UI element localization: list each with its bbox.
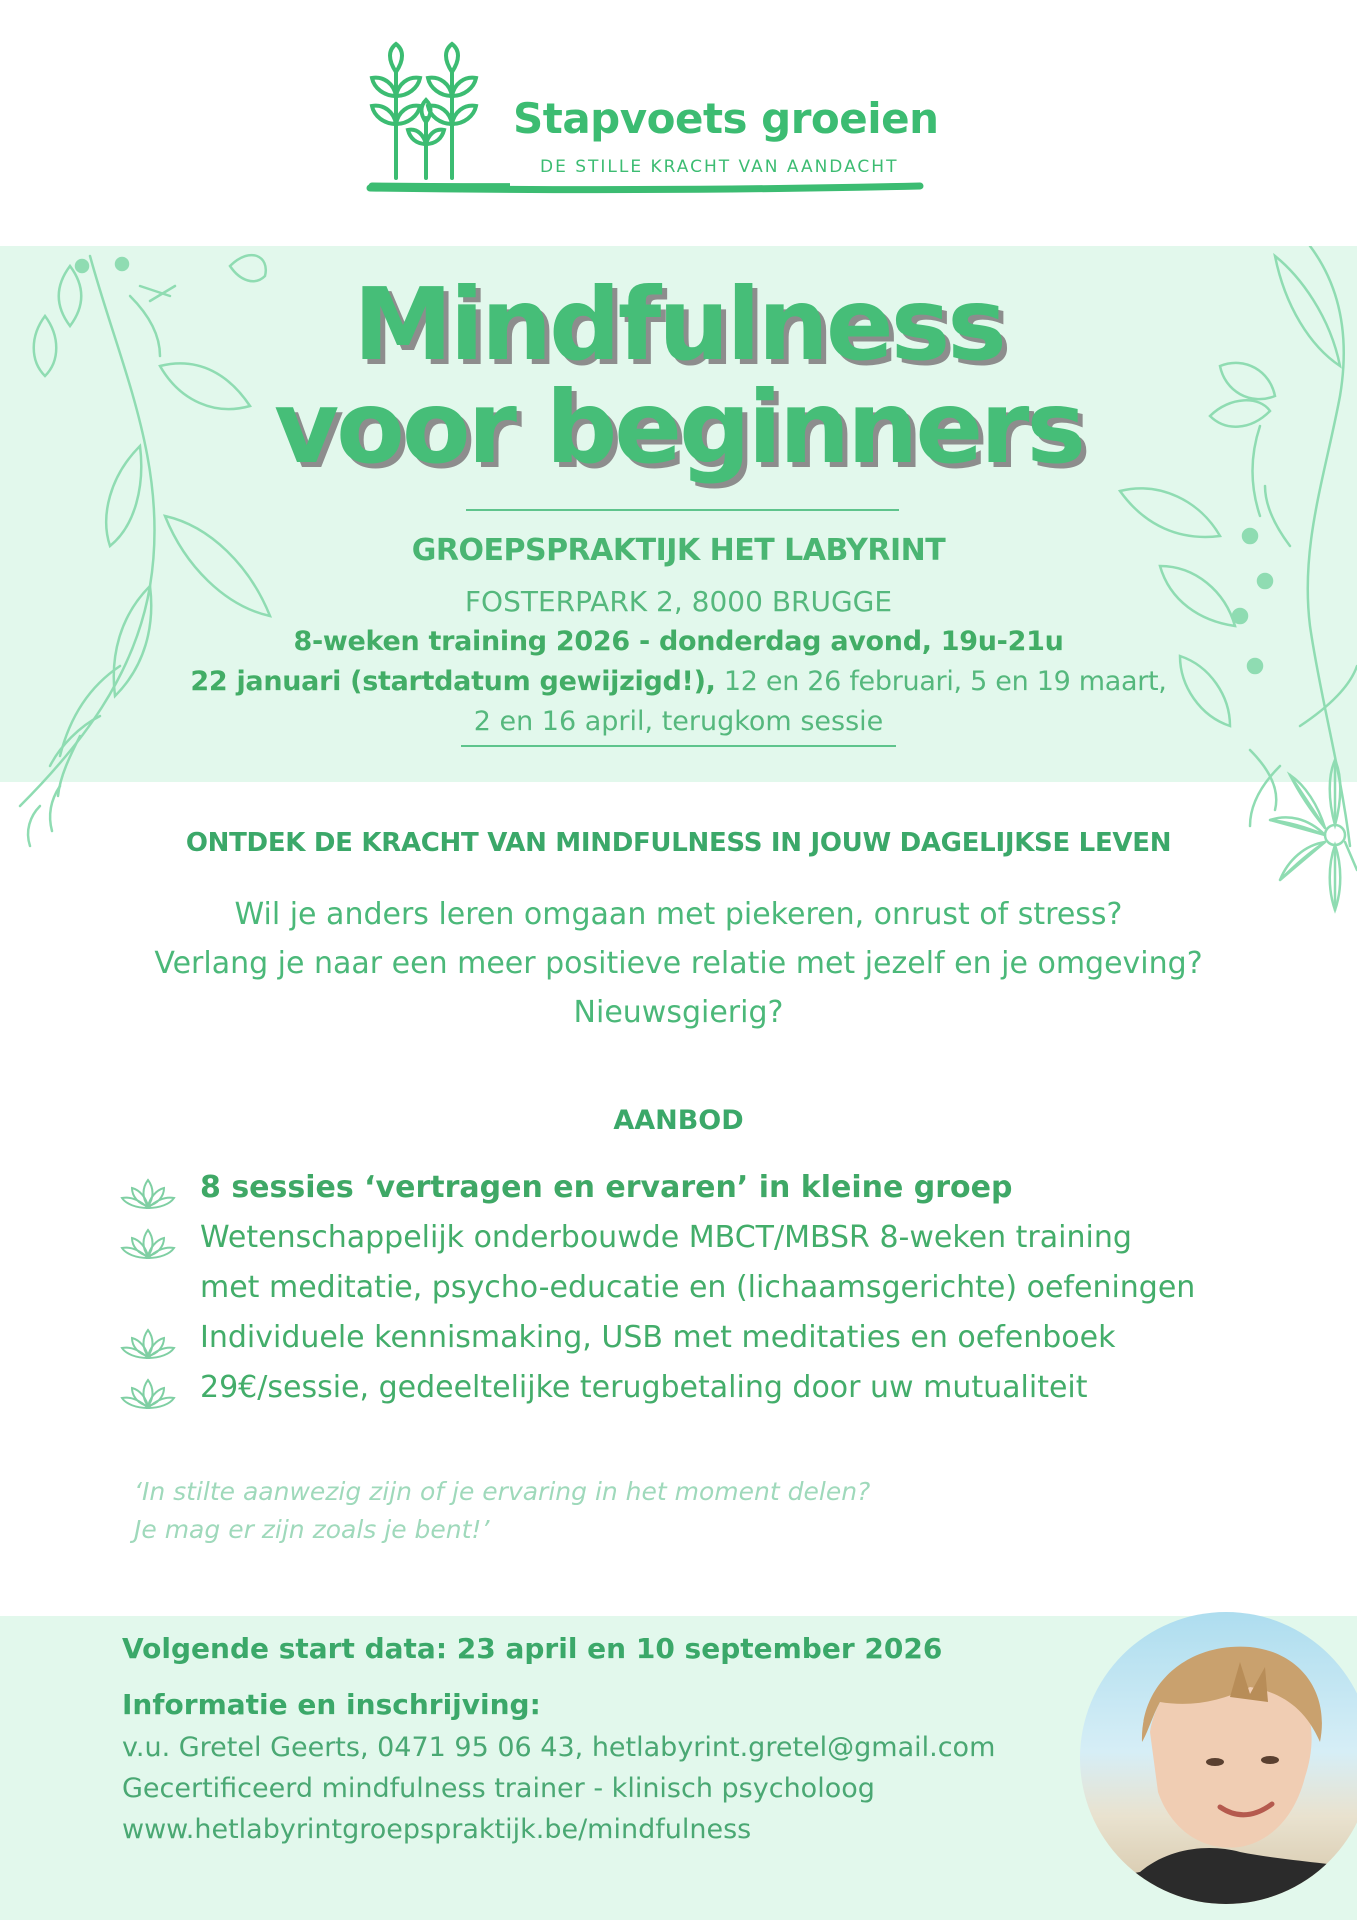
portrait-icon	[1080, 1612, 1357, 1904]
dates-divider	[461, 745, 896, 747]
info-heading: Informatie en inschrijving:	[122, 1688, 541, 1721]
sprouts-logo-icon	[360, 40, 510, 200]
session-dates-rest: 12 en 26 februari, 5 en 19 maart,	[715, 666, 1167, 697]
section-heading-offer: AANBOD	[613, 1105, 744, 1136]
offer-item-text: 8 sessies ‘vertragen en ervaren’ in kleine groep	[200, 1170, 1013, 1205]
offer-item-text: met meditatie, psycho-educatie en (lichaamsgerichte) oefeningen	[200, 1270, 1196, 1305]
address: FOSTERPARK 2, 8000 BRUGGE	[464, 585, 893, 618]
trainer-photo	[1080, 1612, 1357, 1904]
intro-question-2: Verlang je naar een meer positieve relatie met jezelf en je omgeving?	[154, 946, 1203, 981]
start-date-note: 22 januari (startdatum gewijzigd!),	[190, 666, 716, 697]
offer-item-text: Individuele kennismaking, USB met meditaties en oefenboek	[200, 1320, 1116, 1355]
lotus-icon	[120, 1226, 176, 1262]
quote-line-2: Je mag er zijn zoals je bent!’	[134, 1515, 490, 1544]
contact-details: v.u. Gretel Geerts, 0471 95 06 43, hetlabyrint.gretel@gmail.com	[122, 1732, 996, 1763]
title-line-1: Mindfulness	[353, 266, 1004, 383]
intro-question-1: Wil je anders leren omgaan met piekeren, onrust of stress?	[234, 897, 1123, 932]
section-heading-discover: ONTDEK DE KRACHT VAN MINDFULNESS IN JOUW DAGELIJKSE LEVEN	[185, 828, 1172, 858]
quote	[134, 1473, 870, 1549]
title-line-2: voor beginners	[273, 369, 1084, 486]
session-dates	[0, 666, 1357, 697]
brand-tagline: DE STILLE KRACHT VAN AANDACHT	[540, 157, 899, 177]
trainer-certification: Gecertificeerd mindfulness trainer - klinisch psycholoog	[122, 1773, 875, 1804]
offer-item-text: 29€/sessie, gedeeltelijke terugbetaling door uw mutualiteit	[200, 1370, 1088, 1405]
lotus-icon	[120, 1376, 176, 1412]
quote-line-1: ‘In stilte aanwezig zijn of je ervaring in het moment delen?	[134, 1477, 871, 1506]
next-start-dates: Volgende start data: 23 april en 10 september 2026	[122, 1632, 943, 1665]
lotus-icon	[120, 1326, 176, 1362]
organization-name: GROEPSPRAKTIJK HET LABYRINT	[411, 533, 946, 568]
training-schedule: 8-weken training 2026 - donderdag avond, 19u-21u	[293, 626, 1064, 657]
website-link[interactable]: www.hetlabyrintgroepspraktijk.be/mindfulness	[122, 1814, 752, 1845]
logo-underline	[360, 180, 980, 200]
logo	[360, 40, 980, 200]
lotus-icon	[120, 1176, 176, 1212]
title-divider	[466, 509, 899, 511]
intro-question-3: Nieuwsgierig?	[573, 995, 784, 1030]
offer-item-text: Wetenschappelijk onderbouwde MBCT/MBSR 8-weken training	[200, 1220, 1132, 1255]
brand-name: Stapvoets groeien	[513, 94, 939, 143]
session-dates-line-2: 2 en 16 april, terugkom sessie	[473, 706, 884, 737]
